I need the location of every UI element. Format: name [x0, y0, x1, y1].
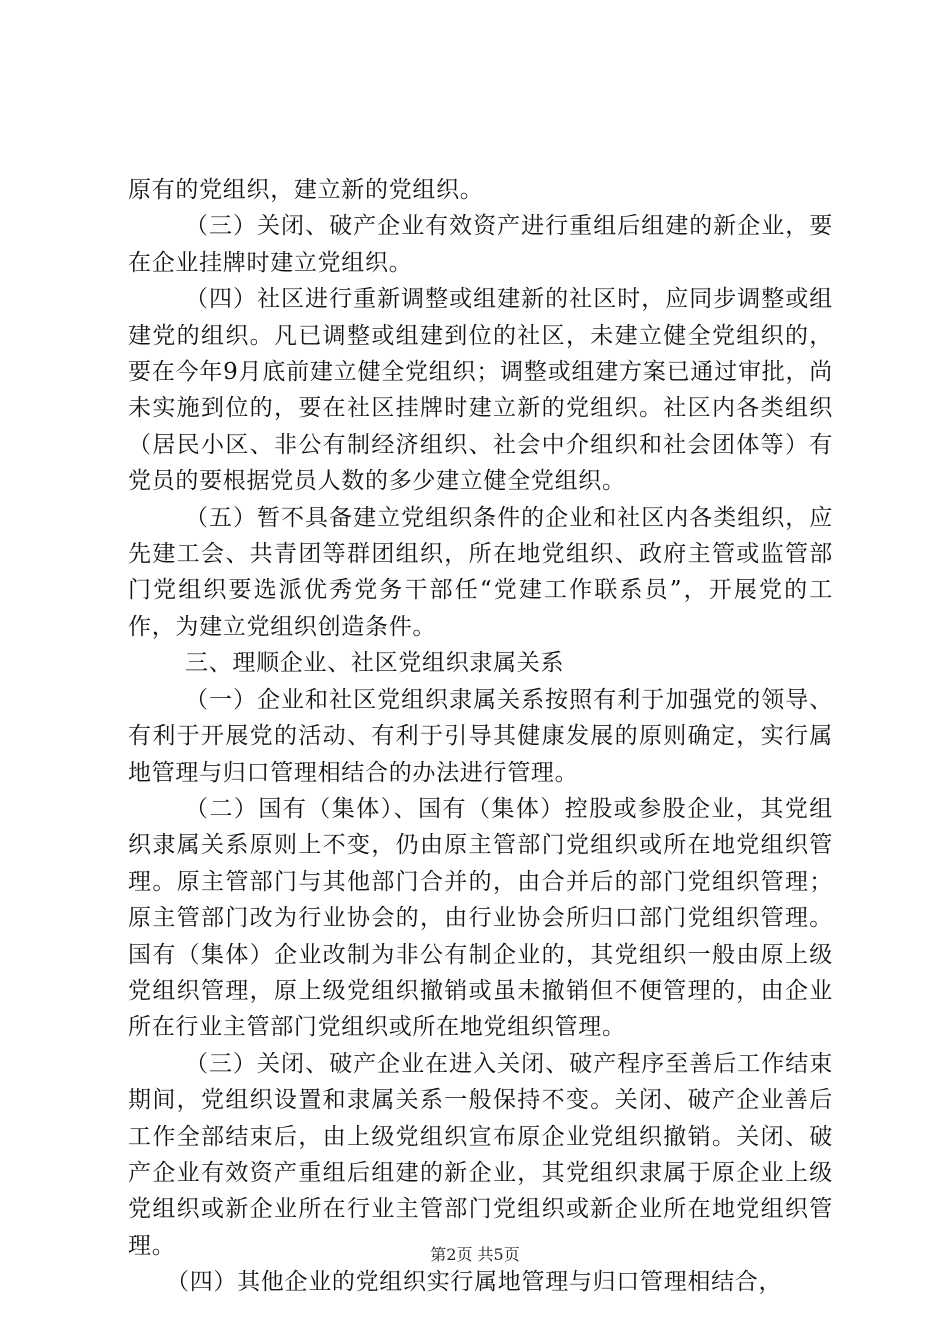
- paragraph: （五）暂不具备建立党组织条件的企业和社区内各类组织，应先建工会、共青团等群团组织，所在地党组织、政府主管或监管部门党组织要选派优秀党务干部任“党建工作联系员”，开展党的工作，为建立党组织创造条件。: [128, 504, 833, 640]
- paragraph: （四）社区进行重新调整或组建新的社区时，应同步调整或组建党的组织。凡已调整或组建到位的社区，未建立健全党组织的，要在今年9月底前建立健全党组织；调整或组建方案已通过审批，尚未实施到位的，要在社区挂牌时建立新的党组织。社区内各类组织（居民小区、非公有制经济组织、社会中介组织和社会团体等）有党员的要根据党员人数的多少建立健全党组织。: [128, 286, 833, 495]
- document-body: [128, 172, 833, 1301]
- paragraph: 原有的党组织，建立新的党组织。: [128, 177, 484, 203]
- paragraph: （二）国有（集体）、国有（集体）控股或参股企业，其党组织隶属关系原则上不变，仍由原主管部门党组织或所在地党组织管理。原主管部门与其他部门合并的，由合并后的部门党组织管理；原主管部门改为行业协会的，由行业协会所归口部门党组织管理。国有（集体）企业改制为非公有制企业的，其党组织一般由原上级党组织管理，原上级党组织撤销或虽未撤销但不便管理的，由企业所在行业主管部门党组织或所在地党组织管理。: [128, 795, 833, 1041]
- paragraph: （一）企业和社区党组织隶属关系按照有利于加强党的领导、有利于开展党的活动、有利于引导其健康发展的原则确定，实行属地管理与归口管理相结合的办法进行管理。: [128, 686, 833, 786]
- section-heading: 三、理顺企业、社区党组织隶属关系: [185, 650, 565, 677]
- paragraph: （三）关闭、破产企业有效资产进行重组后组建的新企业，要在企业挂牌时建立党组织。: [128, 213, 833, 276]
- paragraph: （四）其他企业的党组织实行属地管理与归口管理相结合，: [166, 1269, 783, 1296]
- paragraph: （三）关闭、破产企业在进入关闭、破产程序至善后工作结束期间，党组织设置和隶属关系一般保持不变。关闭、破产企业善后工作全部结束后，由上级党组织宣布原企业党组织撤销。关闭、破产企业有效资产重组后组建的新企业，其党组织隶属于原企业上级党组织或新企业所在行业主管部门党组织或新企业所在地党组织管理。: [128, 1050, 833, 1259]
- page-footer: 第2页 共5页: [430, 1245, 520, 1264]
